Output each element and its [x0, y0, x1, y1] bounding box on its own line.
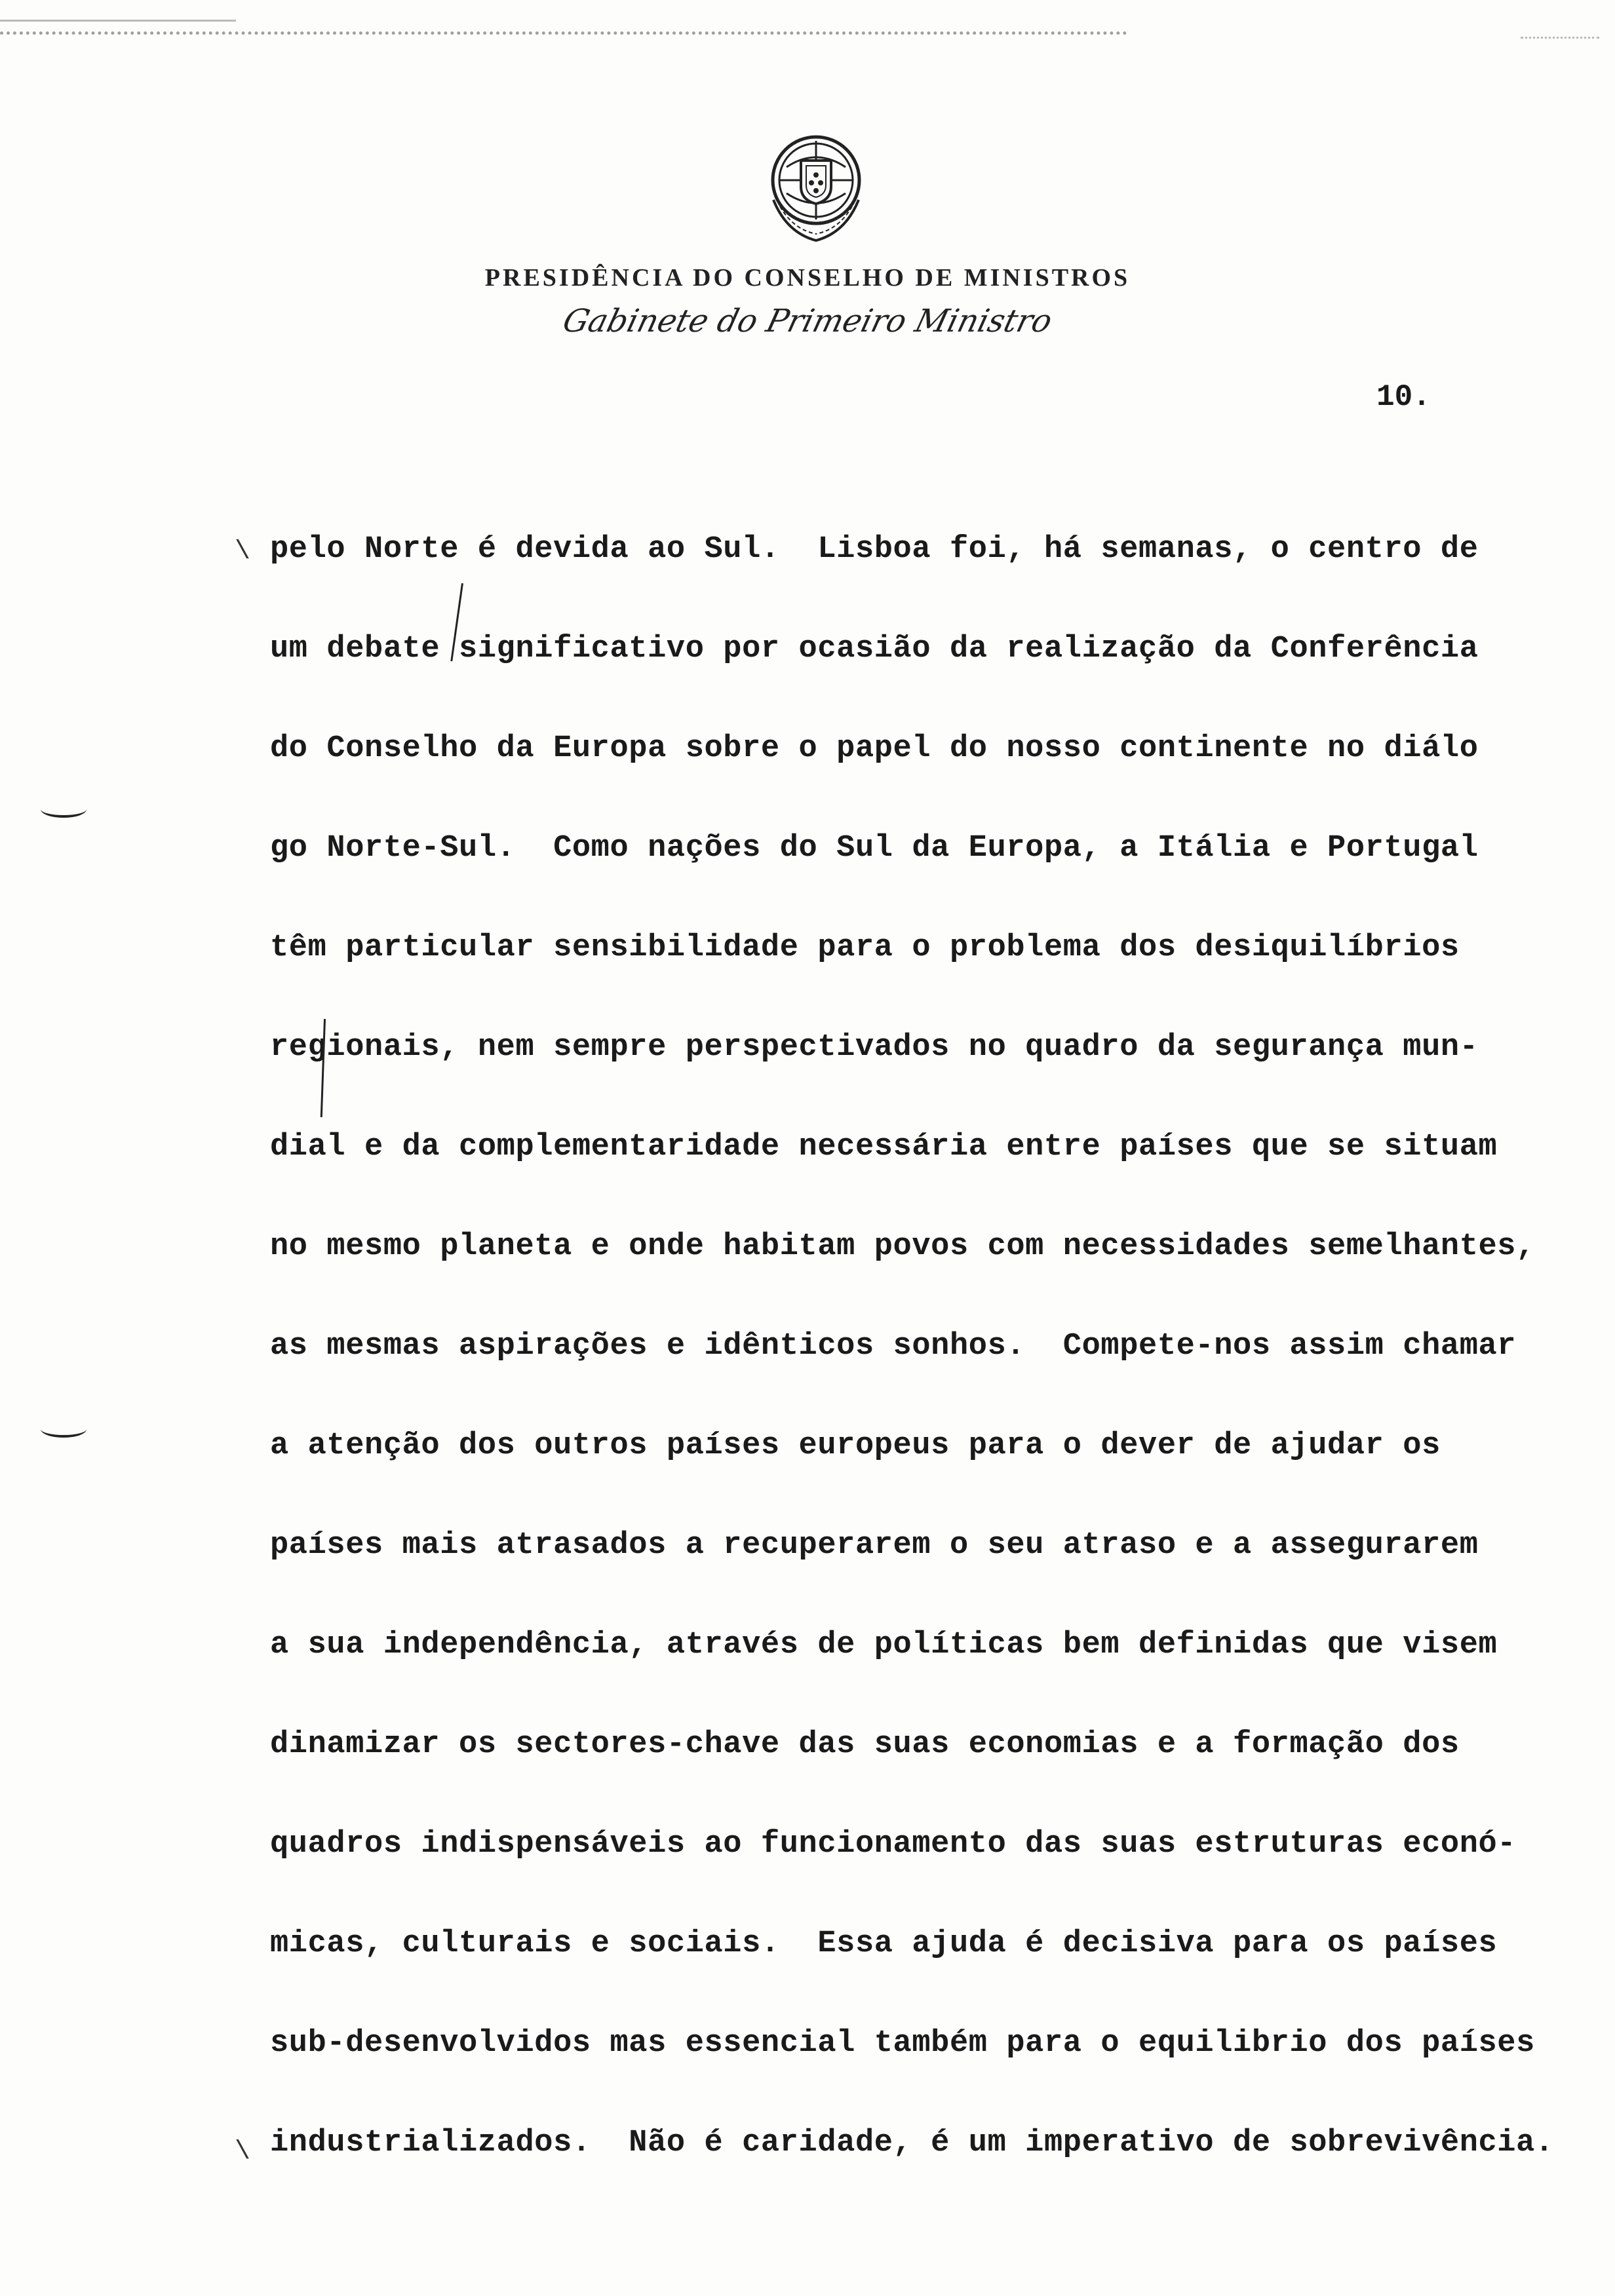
office-subheading: Gabinete do Primeiro Ministro [559, 303, 1056, 339]
text-line: sub-desenvolvidos mas essencial também para o equilibrio dos países [270, 2026, 1535, 2061]
page-number: 10. [1376, 380, 1431, 414]
margin-mark-icon [41, 801, 87, 818]
scan-artifact [0, 31, 1127, 35]
margin-tick-icon: \ [235, 537, 251, 567]
margin-mark-icon [41, 1421, 87, 1438]
text-line: dial e da complementaridade necessária entre países que se situam [270, 1130, 1498, 1164]
text-line: um debate significativo por ocasião da realização da Conferência [270, 632, 1479, 666]
text-line: a sua independência, através de políticas bem definidas que visem [270, 1628, 1498, 1662]
text-line: do Conselho da Europa sobre o papel do nosso continente no diálo [270, 731, 1479, 766]
text-line: micas, culturais e sociais. Essa ajuda é decisiva para os países [270, 1926, 1498, 1961]
text-line: as mesmas aspirações e idênticos sonhos. Compete-nos assim chamar [270, 1329, 1517, 1364]
body-text [270, 527, 1607, 2221]
margin-tick-icon: \ [235, 2137, 251, 2167]
text-line: no mesmo planeta e onde habitam povos com necessidades semelhantes, [270, 1229, 1535, 1264]
text-line: pelo Norte é devida ao Sul. Lisboa foi, há semanas, o centro de [270, 532, 1479, 567]
coat-of-arms-seal-icon [760, 128, 872, 252]
text-line: go Norte-Sul. Como nações do Sul da Europa, a Itália e Portugal [270, 831, 1479, 866]
text-line: países mais atrasados a recuperarem o seu atraso e a assegurarem [270, 1528, 1479, 1563]
scan-artifact [0, 20, 236, 22]
scan-artifact [1521, 37, 1599, 39]
text-line: industrializados. Não é caridade, é um imperativo de sobrevivência. [270, 2126, 1554, 2160]
text-line: quadros indispensáveis ao funcionamento das suas estruturas econó- [270, 1827, 1517, 1862]
text-line: têm particular sensibilidade para o problema dos desiquilíbrios [270, 930, 1460, 965]
text-line: dinamizar os sectores-chave das suas economias e a formação dos [270, 1727, 1460, 1762]
office-heading: PRESIDÊNCIA DO CONSELHO DE MINISTROS [484, 264, 1131, 292]
text-line: a atenção dos outros países europeus para o dever de ajudar os [270, 1428, 1441, 1463]
text-line: regionais, nem sempre perspectivados no quadro da segurança mun- [270, 1030, 1479, 1065]
